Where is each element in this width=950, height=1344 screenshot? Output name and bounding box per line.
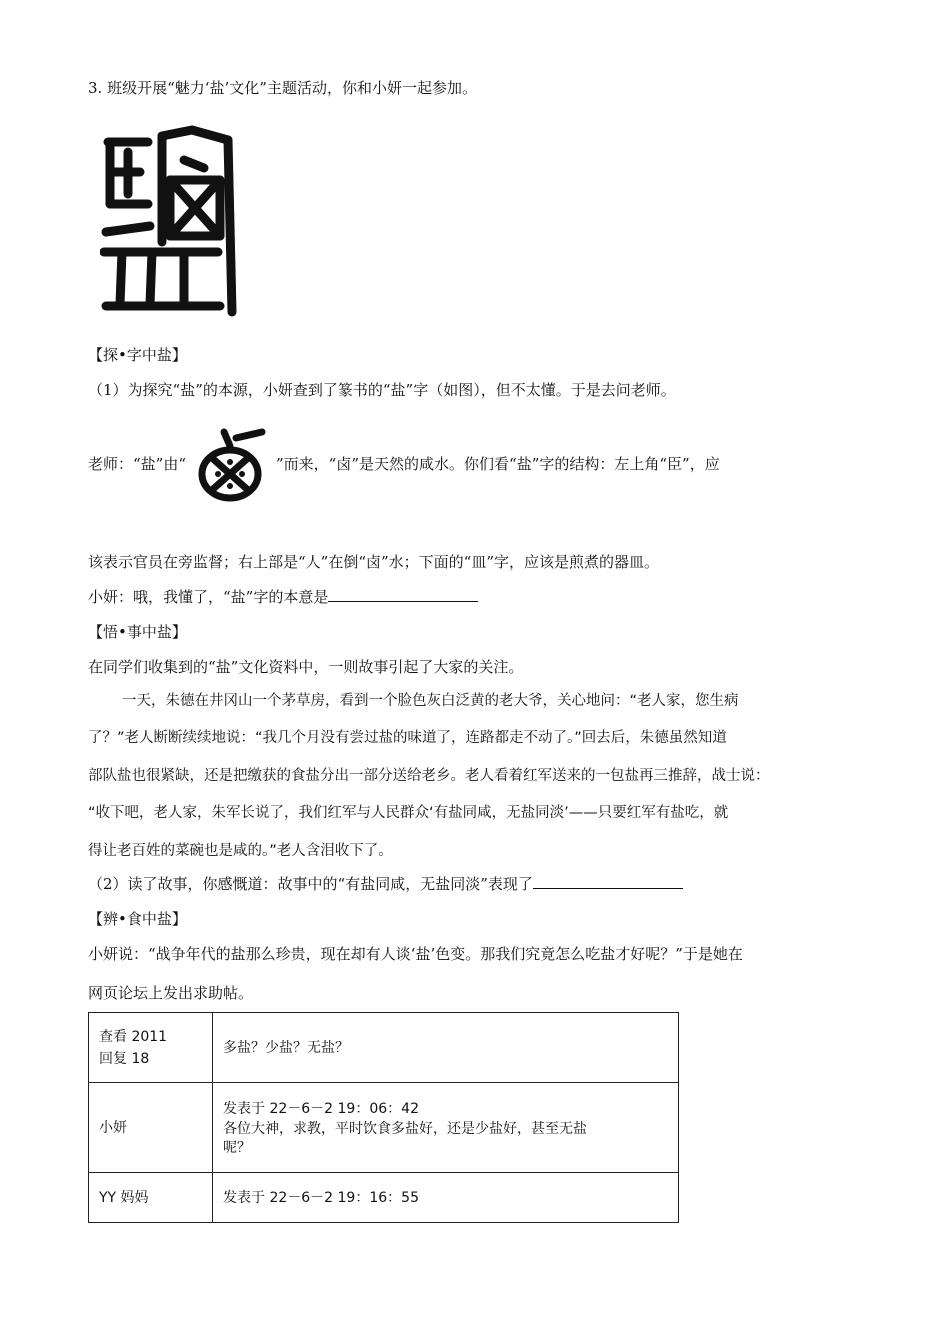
story-line-2: 了？”老人断断续续地说：“我几个月没有尝过盐的味道了，连路都走不动了。”回去后，朱德虽然知道 <box>88 730 727 746</box>
answer-blank-1[interactable] <box>328 587 478 602</box>
post-body-line-2: 呢？ <box>223 1139 251 1156</box>
xiaoyan-answer-line <box>88 587 478 607</box>
post-content-xiaoyan <box>213 1083 679 1173</box>
forum-post-table <box>88 1012 679 1223</box>
section-heading-food: 【辨•食中盐】 <box>88 910 187 928</box>
answer-blank-2[interactable] <box>533 874 683 889</box>
forum-stats-cell <box>89 1013 213 1083</box>
forum-topic[interactable]: 多盐？少盐？无盐？ <box>213 1013 679 1083</box>
post-time: 发表于 22－6－2 19：06：42 <box>223 1100 419 1117</box>
post-content-yy <box>213 1173 679 1223</box>
seal-script-salt-character-image <box>100 122 245 317</box>
story-line-1: 一天，朱德在井冈山一个茅草房，看到一个脸色灰白泛黄的老大爷，关心地问：“老人家，您生病 <box>122 693 739 709</box>
teacher-text-b: ”而来，“卤”是天然的咸水。你们看“盐”字的结构：左上角“臣”，应 <box>276 455 720 473</box>
teacher-line-2: 该表示官员在旁监督；右上部是“人”在倒“卤”水；下面的“皿”字，应该是煎煮的器皿。 <box>88 553 660 571</box>
food-text-1: 小妍说：“战争年代的盐那么珍贵，现在却有人谈‘盐’色变。那我们究竟怎么吃盐才好呢？”于是她在 <box>88 945 743 963</box>
post-user-xiaoyan[interactable]: 小妍 <box>89 1083 213 1173</box>
section-heading-story: 【悟•事中盐】 <box>88 623 187 641</box>
forum-header-row <box>89 1013 679 1083</box>
views-count: 查看 2011 <box>99 1028 168 1045</box>
question-2: （2）读了故事，你感慨道：故事中的“有盐同咸，无盐同淡”表现了 <box>88 875 533 893</box>
forum-post-row <box>89 1083 679 1173</box>
lu-character-image <box>192 424 270 506</box>
post-body-line-1: 各位大神，求教，平时饮食多盐好，还是少盐好，甚至无盐 <box>223 1120 587 1137</box>
story-line-5: 得让老百姓的菜碗也是咸的。”老人含泪收下了。 <box>88 843 393 859</box>
section-heading-explore: 【探•字中盐】 <box>88 346 187 364</box>
replies-count: 回复 18 <box>99 1050 150 1067</box>
story-intro: 在同学们收集到的“盐”文化资料中，一则故事引起了大家的关注。 <box>88 658 524 676</box>
food-text-2: 网页论坛上发出求助帖。 <box>88 984 254 1002</box>
post-time: 发表于 22－6－2 19：16：55 <box>223 1189 419 1206</box>
teacher-text-a: 老师：“盐”由“ <box>88 455 187 473</box>
question-title: 3. 班级开展“魅力‘盐’文化”主题活动，你和小妍一起参加。 <box>88 79 477 97</box>
teacher-line-1 <box>88 423 720 506</box>
xiaoyan-text: 小妍：哦，我懂了，“盐”字的本意是 <box>88 588 329 606</box>
question-2-line <box>88 874 683 894</box>
question-1: （1）为探究“盐”的本源，小妍查到了篆书的“盐”字（如图），但不太懂。于是去问老师。 <box>88 381 676 399</box>
forum-post-row <box>89 1173 679 1223</box>
story-line-3: 部队盐也很紧缺，还是把缴获的食盐分出一部分送给老乡。老人看着红军送来的一包盐再三推辞，战士说： <box>88 768 770 784</box>
post-user-yy[interactable]: YY 妈妈 <box>89 1173 213 1223</box>
story-line-4: “收下吧，老人家，朱军长说了，我们红军与人民群众‘有盐同咸，无盐同淡’——只要红军有盐吃，就 <box>88 805 729 821</box>
